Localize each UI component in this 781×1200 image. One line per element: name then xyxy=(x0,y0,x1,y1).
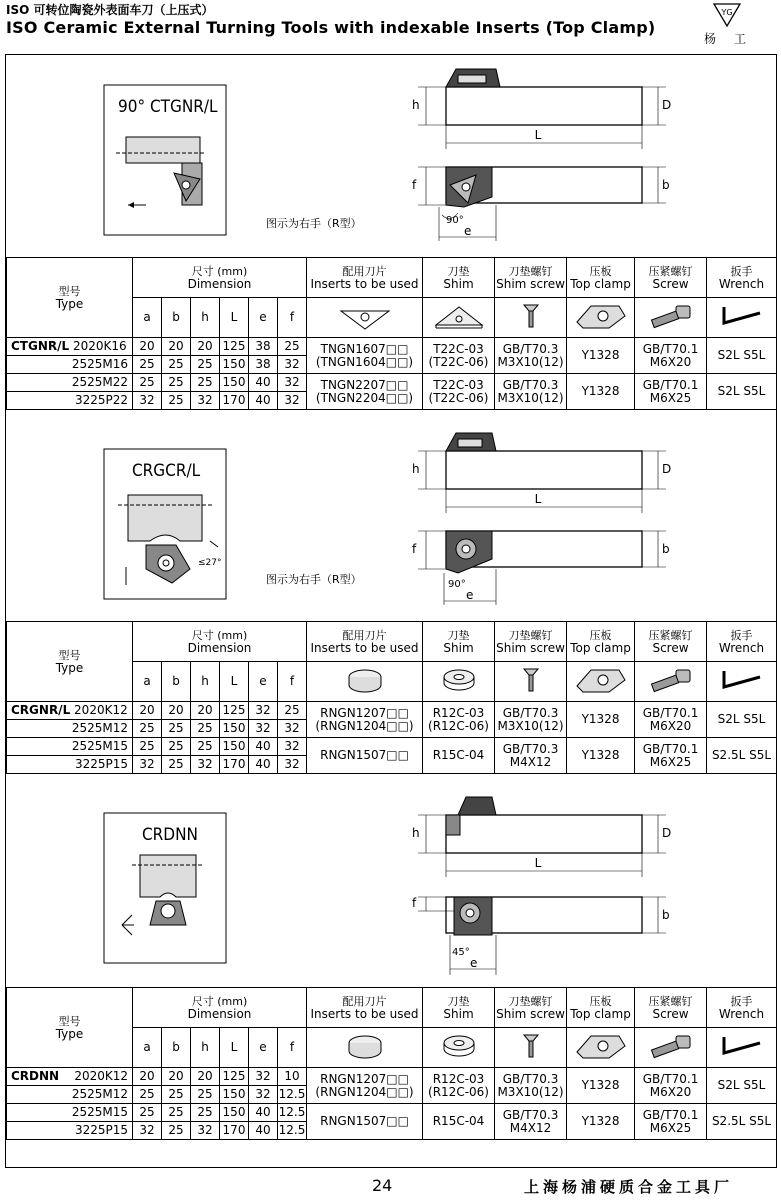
cell-e: 40 xyxy=(249,374,278,392)
cell-h: 32 xyxy=(191,1122,220,1140)
table-row-type: 3225P15 xyxy=(7,1122,133,1140)
cell-a: 32 xyxy=(133,756,162,774)
cell-insert: RNGN1207□□ (RNGN1204□□) xyxy=(307,1068,423,1104)
cell-clamp: Y1328 xyxy=(567,338,635,374)
col-wrench: 扳手 Wrench xyxy=(707,988,777,1028)
cell-b: 25 xyxy=(162,1086,191,1104)
dim-angle: 90° xyxy=(446,215,464,226)
page-header xyxy=(6,2,655,38)
table-row-type: 3225P22 xyxy=(7,392,133,410)
shim-screw-icon xyxy=(495,1028,567,1068)
col-dimension: 尺寸 (mm) Dimension xyxy=(133,988,307,1028)
col-shim: 刀垫 Shim xyxy=(423,622,495,662)
col-top-clamp: 压板 Top clamp xyxy=(567,258,635,298)
round-insert-icon xyxy=(307,1028,423,1068)
cell-L: 150 xyxy=(220,374,249,392)
dim-f: f xyxy=(412,542,417,556)
cell-L: 170 xyxy=(220,1122,249,1140)
wrench-icon xyxy=(707,298,777,338)
col-top-clamp: 压板 Top clamp xyxy=(567,622,635,662)
shim-screw-icon xyxy=(495,662,567,702)
dim-e: e xyxy=(470,956,478,970)
cell-shim: T22C-03 (T22C-06) xyxy=(423,374,495,410)
cell-h: 25 xyxy=(191,738,220,756)
triangle-shim-icon xyxy=(423,298,495,338)
cell-shim: R15C-04 xyxy=(423,738,495,774)
cell-h: 32 xyxy=(191,756,220,774)
dim-f-head: f xyxy=(278,298,307,338)
wrench-icon xyxy=(707,662,777,702)
col-inserts: 配用刀片 Inserts to be used xyxy=(307,258,423,298)
dim-e-head: e xyxy=(249,1028,278,1068)
cell-shim: R12C-03 (R12C-06) xyxy=(423,1068,495,1104)
hand-note: 图示为右手（R型） xyxy=(266,573,362,586)
cell-wrench: S2L S5L xyxy=(707,1068,777,1104)
cell-e: 38 xyxy=(249,338,278,356)
cell-b: 25 xyxy=(162,738,191,756)
dim-L: L xyxy=(534,128,542,142)
dim-h-head: h xyxy=(191,298,220,338)
cell-b: 25 xyxy=(162,374,191,392)
dim-e: e xyxy=(466,588,474,602)
cell-a: 20 xyxy=(133,702,162,720)
cell-a: 20 xyxy=(133,338,162,356)
dim-L: L xyxy=(534,856,542,870)
triangle-insert-icon xyxy=(307,298,423,338)
cell-clamp: Y1328 xyxy=(567,738,635,774)
cell-screw: GB/T70.1 M6X25 xyxy=(635,1104,707,1140)
cell-a: 25 xyxy=(133,356,162,374)
cell-f: 12.5 xyxy=(278,1086,307,1104)
dim-b-head: b xyxy=(162,298,191,338)
cell-L: 170 xyxy=(220,392,249,410)
cell-h: 20 xyxy=(191,1068,220,1086)
logo-text: YG xyxy=(721,8,733,17)
cell-screw: GB/T70.1 M6X25 xyxy=(635,374,707,410)
company-name: 上海杨浦硬质合金工具厂 xyxy=(524,1178,734,1196)
col-shim-screw: 刀垫螺钉 Shim screw xyxy=(495,622,567,662)
cell-h: 25 xyxy=(191,374,220,392)
cell-shim-screw: GB/T70.3 M4X12 xyxy=(495,1104,567,1140)
col-inserts: 配用刀片 Inserts to be used xyxy=(307,622,423,662)
spec-table-ctgnr xyxy=(6,257,777,410)
dim-e-head: e xyxy=(249,662,278,702)
cell-f: 12.5 xyxy=(278,1122,307,1140)
col-screw: 压紧螺钉 Screw xyxy=(635,622,707,662)
round-insert-icon xyxy=(307,662,423,702)
crdnn-drawing xyxy=(6,785,776,987)
cell-insert: RNGN1507□□ xyxy=(307,1104,423,1140)
dim-angle: 45° xyxy=(452,947,470,958)
logo-caption: 杨工 xyxy=(704,32,765,46)
table-row-type: CTGNR/L 2020K16 xyxy=(7,338,133,356)
cell-f: 32 xyxy=(278,374,307,392)
col-type: 型号 Type xyxy=(7,258,133,338)
cell-a: 25 xyxy=(133,1104,162,1122)
col-dimension: 尺寸 (mm) Dimension xyxy=(133,622,307,662)
cell-shim-screw: GB/T70.3 M3X10(12) xyxy=(495,1068,567,1104)
col-wrench: 扳手 Wrench xyxy=(707,622,777,662)
dim-L-head: L xyxy=(220,298,249,338)
cell-b: 25 xyxy=(162,356,191,374)
dim-h: h xyxy=(412,462,420,476)
cell-L: 125 xyxy=(220,702,249,720)
cell-wrench: S2.5L S5L xyxy=(707,1104,777,1140)
cell-e: 40 xyxy=(249,1104,278,1122)
cell-a: 32 xyxy=(133,1122,162,1140)
col-inserts: 配用刀片 Inserts to be used xyxy=(307,988,423,1028)
cell-f: 32 xyxy=(278,756,307,774)
col-type: 型号 Type xyxy=(7,622,133,702)
table-row-type: CRGNR/L 2020K12 xyxy=(7,702,133,720)
cell-e: 40 xyxy=(249,756,278,774)
cell-insert: TNGN1607□□ (TNGN1604□□) xyxy=(307,338,423,374)
col-top-clamp: 压板 Top clamp xyxy=(567,988,635,1028)
cell-a: 25 xyxy=(133,374,162,392)
cell-L: 125 xyxy=(220,338,249,356)
spec-table-crdnn xyxy=(6,987,777,1140)
wrench-icon xyxy=(707,1028,777,1068)
table-row-type: 3225P15 xyxy=(7,756,133,774)
top-clamp-icon xyxy=(567,298,635,338)
cell-a: 25 xyxy=(133,720,162,738)
ctgnr-drawing xyxy=(6,55,776,257)
clamp-screw-icon xyxy=(635,298,707,338)
cell-a: 25 xyxy=(133,738,162,756)
cell-clamp: Y1328 xyxy=(567,1068,635,1104)
cell-b: 25 xyxy=(162,1122,191,1140)
page-number: 24 xyxy=(372,1176,393,1195)
cell-shim: R15C-04 xyxy=(423,1104,495,1140)
cell-h: 20 xyxy=(191,702,220,720)
shim-screw-icon xyxy=(495,298,567,338)
logo-icon xyxy=(712,2,742,28)
cell-L: 150 xyxy=(220,720,249,738)
cell-b: 20 xyxy=(162,1068,191,1086)
dim-b: b xyxy=(662,908,670,922)
cell-a: 32 xyxy=(133,392,162,410)
cell-L: 150 xyxy=(220,738,249,756)
dim-b-head: b xyxy=(162,662,191,702)
col-shim-screw: 刀垫螺钉 Shim screw xyxy=(495,258,567,298)
cell-shim-screw: GB/T70.3 M3X10(12) xyxy=(495,702,567,738)
dim-L-head: L xyxy=(220,1028,249,1068)
cell-L: 150 xyxy=(220,1104,249,1122)
top-clamp-icon xyxy=(567,1028,635,1068)
cell-L: 150 xyxy=(220,356,249,374)
dim-h-head: h xyxy=(191,662,220,702)
cell-insert: TNGN2207□□ (TNGN2204□□) xyxy=(307,374,423,410)
round-shim-icon xyxy=(423,662,495,702)
cell-e: 32 xyxy=(249,720,278,738)
cell-insert: RNGN1207□□ (RNGN1204□□) xyxy=(307,702,423,738)
cell-b: 25 xyxy=(162,756,191,774)
cell-clamp: Y1328 xyxy=(567,702,635,738)
cell-e: 40 xyxy=(249,1122,278,1140)
dim-h: h xyxy=(412,826,420,840)
cell-h: 25 xyxy=(191,720,220,738)
table-row-type: 2525M15 xyxy=(7,738,133,756)
dim-L-head: L xyxy=(220,662,249,702)
cell-e: 40 xyxy=(249,392,278,410)
clamp-screw-icon xyxy=(635,662,707,702)
cell-shim: R12C-03 (R12C-06) xyxy=(423,702,495,738)
cell-e: 32 xyxy=(249,1086,278,1104)
cell-wrench: S2L S5L xyxy=(707,374,777,410)
cell-a: 25 xyxy=(133,1086,162,1104)
tool-name-crdnn: CRDNN xyxy=(142,825,198,845)
cell-screw: GB/T70.1 M6X20 xyxy=(635,338,707,374)
title-en: ISO Ceramic External Turning Tools with indexable Inserts (Top Clamp) xyxy=(6,18,656,37)
cell-f: 25 xyxy=(278,702,307,720)
cell-f: 32 xyxy=(278,356,307,374)
dim-a-head: a xyxy=(133,298,162,338)
table-row-type: 2525M12 xyxy=(7,1086,133,1104)
cell-e: 38 xyxy=(249,356,278,374)
insert-angle: ≤27° xyxy=(198,558,222,568)
cell-wrench: S2L S5L xyxy=(707,702,777,738)
cell-shim-screw: GB/T70.3 M3X10(12) xyxy=(495,374,567,410)
table-row-type: 2525M16 xyxy=(7,356,133,374)
cell-screw: GB/T70.1 M6X25 xyxy=(635,738,707,774)
cell-wrench: S2.5L S5L xyxy=(707,738,777,774)
cell-screw: GB/T70.1 M6X20 xyxy=(635,1068,707,1104)
hand-note: 图示为右手（R型） xyxy=(266,217,362,230)
top-clamp-icon xyxy=(567,662,635,702)
dim-a-head: a xyxy=(133,662,162,702)
cell-clamp: Y1328 xyxy=(567,1104,635,1140)
title-cn: ISO 可转位陶瓷外表面车刀（上压式） xyxy=(6,3,214,17)
cell-screw: GB/T70.1 M6X20 xyxy=(635,702,707,738)
cell-h: 32 xyxy=(191,392,220,410)
dim-b: b xyxy=(662,542,670,556)
cell-clamp: Y1328 xyxy=(567,374,635,410)
dim-a-head: a xyxy=(133,1028,162,1068)
dim-b: b xyxy=(662,178,670,192)
dim-f-head: f xyxy=(278,662,307,702)
clamp-screw-icon xyxy=(635,1028,707,1068)
dim-f: f xyxy=(412,896,417,910)
cell-f: 32 xyxy=(278,720,307,738)
cell-a: 20 xyxy=(133,1068,162,1086)
cell-b: 25 xyxy=(162,392,191,410)
dim-D: D xyxy=(662,462,672,476)
dim-b-head: b xyxy=(162,1028,191,1068)
cell-b: 20 xyxy=(162,338,191,356)
tool-name-crgcr: CRGCR/L xyxy=(132,461,201,481)
crgcr-drawing xyxy=(6,419,776,621)
dim-e-head: e xyxy=(249,298,278,338)
col-wrench: 扳手 Wrench xyxy=(707,258,777,298)
cell-e: 32 xyxy=(249,702,278,720)
col-shim-screw: 刀垫螺钉 Shim screw xyxy=(495,988,567,1028)
table-row-type: 2525M22 xyxy=(7,374,133,392)
cell-h: 25 xyxy=(191,1086,220,1104)
cell-e: 32 xyxy=(249,1068,278,1086)
table-row-type: 2525M15 xyxy=(7,1104,133,1122)
dim-D: D xyxy=(662,98,672,112)
cell-f: 10 xyxy=(278,1068,307,1086)
cell-b: 25 xyxy=(162,1104,191,1122)
dim-e: e xyxy=(464,224,472,238)
cell-e: 40 xyxy=(249,738,278,756)
cell-h: 25 xyxy=(191,356,220,374)
dim-f-head: f xyxy=(278,1028,307,1068)
cell-L: 125 xyxy=(220,1068,249,1086)
cell-f: 25 xyxy=(278,338,307,356)
col-screw: 压紧螺钉 Screw xyxy=(635,258,707,298)
col-shim: 刀垫 Shim xyxy=(423,258,495,298)
tool-name-ctgnr: 90° CTGNR/L xyxy=(118,97,218,117)
cell-wrench: S2L S5L xyxy=(707,338,777,374)
dim-h-head: h xyxy=(191,1028,220,1068)
col-shim: 刀垫 Shim xyxy=(423,988,495,1028)
dim-f: f xyxy=(412,178,417,192)
cell-L: 150 xyxy=(220,1086,249,1104)
cell-b: 25 xyxy=(162,720,191,738)
dim-D: D xyxy=(662,826,672,840)
cell-b: 20 xyxy=(162,702,191,720)
col-screw: 压紧螺钉 Screw xyxy=(635,988,707,1028)
cell-shim: T22C-03 (T22C-06) xyxy=(423,338,495,374)
round-shim-icon xyxy=(423,1028,495,1068)
cell-h: 20 xyxy=(191,338,220,356)
table-row-type: CRDNN 2020K12 xyxy=(7,1068,133,1086)
cell-L: 170 xyxy=(220,756,249,774)
table-row-type: 2525M12 xyxy=(7,720,133,738)
col-dimension: 尺寸 (mm) Dimension xyxy=(133,258,307,298)
cell-insert: RNGN1507□□ xyxy=(307,738,423,774)
cell-shim-screw: GB/T70.3 M4X12 xyxy=(495,738,567,774)
cell-f: 12.5 xyxy=(278,1104,307,1122)
cell-shim-screw: GB/T70.3 M3X10(12) xyxy=(495,338,567,374)
dim-L: L xyxy=(534,492,542,506)
cell-h: 25 xyxy=(191,1104,220,1122)
content-frame xyxy=(5,54,777,1168)
cell-f: 32 xyxy=(278,392,307,410)
dim-h: h xyxy=(412,98,420,112)
spec-table-crgcr xyxy=(6,621,777,774)
dim-angle: 90° xyxy=(448,579,466,590)
col-type: 型号 Type xyxy=(7,988,133,1068)
cell-f: 32 xyxy=(278,738,307,756)
